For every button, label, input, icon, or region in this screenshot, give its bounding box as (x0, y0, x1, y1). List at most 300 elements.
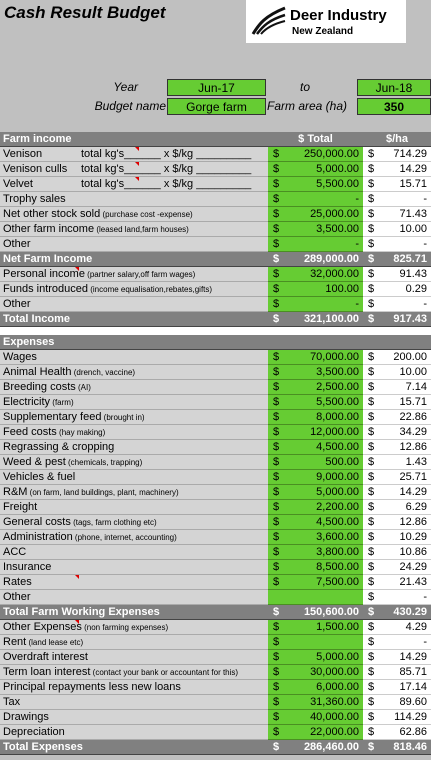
comment-flag-icon (75, 575, 79, 579)
currency-symbol: $ (273, 726, 280, 738)
per-ha-value: 10.00 (399, 223, 427, 235)
currency-symbol: $ (273, 208, 280, 220)
page-title: Cash Result Budget (4, 3, 166, 22)
per-ha-cell (363, 222, 431, 237)
total-cell[interactable] (268, 222, 363, 237)
row-label: Other (3, 591, 31, 603)
currency-symbol: $ (368, 456, 375, 468)
row-label-cell (0, 237, 268, 252)
currency-symbol: $ (368, 471, 375, 483)
currency-symbol: $ (368, 426, 375, 438)
per-ha-value: 62.86 (399, 726, 427, 738)
table-row (0, 455, 431, 470)
currency-symbol: $ (273, 411, 280, 423)
total-value: 22,000.00 (310, 726, 359, 738)
currency-symbol: $ (368, 298, 375, 310)
table-row (0, 515, 431, 530)
total-cell[interactable] (268, 695, 363, 710)
per-ha-cell (363, 282, 431, 297)
row-label: Weed & pest (3, 456, 66, 468)
row-label-cell (0, 515, 268, 530)
row-label-cell (0, 267, 268, 282)
farm-area-cell[interactable]: 350 (357, 98, 431, 115)
row-label-cell (0, 395, 268, 410)
total-cell[interactable] (268, 395, 363, 410)
total-cell (268, 132, 363, 147)
currency-symbol: $ (273, 366, 280, 378)
row-label-cell (0, 665, 268, 680)
total-cell[interactable] (268, 575, 363, 590)
per-ha-cell (363, 237, 431, 252)
per-ha-value: - (423, 298, 427, 310)
row-label: Total Income (3, 313, 71, 325)
per-ha-cell (363, 485, 431, 500)
currency-symbol: $ (368, 561, 375, 573)
per-ha-value: 14.29 (399, 486, 427, 498)
row-label-cell (0, 605, 268, 620)
per-ha-value: 91.43 (399, 268, 427, 280)
currency-symbol: $ (368, 651, 375, 663)
total-cell[interactable] (268, 410, 363, 425)
per-ha-cell (363, 297, 431, 312)
table-row (0, 395, 431, 410)
total-value: 500.00 (325, 456, 359, 468)
currency-symbol: $ (273, 546, 280, 558)
row-note: (brought in) (101, 413, 145, 422)
total-cell[interactable] (268, 365, 363, 380)
row-label-cell (0, 282, 268, 297)
currency-symbol: $ (273, 381, 280, 393)
table-row (0, 237, 431, 252)
total-value: 5,500.00 (316, 396, 359, 408)
total-value: 31,360.00 (310, 696, 359, 708)
per-ha-cell (363, 395, 431, 410)
column-header-total: $ Total (298, 133, 333, 145)
total-cell[interactable] (268, 725, 363, 740)
row-label-cell (0, 162, 268, 177)
total-cell[interactable] (268, 162, 363, 177)
currency-symbol: $ (368, 178, 375, 190)
table-row (0, 665, 431, 680)
table-row (0, 530, 431, 545)
table-row (0, 575, 431, 590)
table-row (0, 650, 431, 665)
total-value: 9,000.00 (316, 471, 359, 483)
row-label-cell (0, 252, 268, 267)
per-ha-value: 200.00 (393, 351, 427, 363)
spacer-cell (268, 327, 363, 335)
row-label-cell (0, 650, 268, 665)
currency-symbol: $ (368, 576, 375, 588)
row-label-cell (0, 350, 268, 365)
row-label: Rent (3, 636, 27, 648)
year-label: Year (113, 80, 138, 94)
row-note: (purchase cost -expense) (100, 210, 193, 219)
total-value: 289,000.00 (303, 253, 359, 265)
currency-symbol: $ (273, 501, 280, 513)
total-value: 3,600.00 (316, 531, 359, 543)
row-label-cell (0, 365, 268, 380)
total-value: 4,500.00 (316, 516, 359, 528)
row-label: Funds introduced (3, 283, 88, 295)
currency-symbol: $ (368, 621, 375, 633)
per-ha-value: 818.46 (393, 741, 427, 753)
per-ha-value: 14.29 (399, 651, 427, 663)
row-sublabel: total kg's______ x $/kg _________ (81, 163, 252, 175)
row-label: Velvet (3, 178, 33, 190)
per-ha-value: - (423, 238, 427, 250)
currency-symbol: $ (368, 636, 375, 648)
currency-symbol: $ (273, 456, 280, 468)
row-label: Overdraft interest (3, 651, 88, 663)
per-ha-cell (363, 530, 431, 545)
currency-symbol: $ (273, 531, 280, 543)
spacer-cell (363, 327, 431, 335)
logo-line2: New Zealand (292, 26, 354, 37)
total-value: 5,000.00 (316, 486, 359, 498)
currency-symbol: $ (273, 238, 280, 250)
currency-symbol: $ (368, 313, 375, 325)
total-cell[interactable] (268, 350, 363, 365)
per-ha-value: 1.43 (405, 456, 427, 468)
row-note: (phone, internet, accounting) (72, 533, 177, 542)
per-ha-value: 430.29 (393, 606, 427, 618)
row-label: Term loan interest (3, 666, 91, 678)
row-label: Net Farm Income (3, 253, 93, 265)
total-value: 100.00 (325, 283, 359, 295)
row-note: (partner salary,off farm wages) (84, 270, 196, 279)
per-ha-cell (363, 545, 431, 560)
total-value: 32,000.00 (310, 268, 359, 280)
total-cell[interactable] (268, 635, 363, 650)
currency-symbol: $ (368, 396, 375, 408)
table-row (0, 485, 431, 500)
row-label: Principal repayments less new loans (3, 681, 181, 693)
row-note: (on farm, land buildings, plant, machinery) (27, 488, 179, 497)
table-row (0, 440, 431, 455)
table-row (0, 545, 431, 560)
per-ha-cell (363, 177, 431, 192)
per-ha-value: 89.60 (399, 696, 427, 708)
row-label-cell (0, 222, 268, 237)
total-value: 4,500.00 (316, 441, 359, 453)
total-value: 286,460.00 (303, 741, 359, 753)
total-cell[interactable] (268, 545, 363, 560)
per-ha-cell (363, 605, 431, 620)
currency-symbol: $ (368, 516, 375, 528)
currency-symbol: $ (273, 681, 280, 693)
currency-symbol: $ (368, 238, 375, 250)
table-row (0, 380, 431, 395)
row-label: Trophy sales (3, 193, 66, 205)
currency-symbol: $ (368, 381, 375, 393)
to-label: to (299, 80, 310, 94)
per-ha-cell (363, 680, 431, 695)
per-ha-value: 10.00 (399, 366, 427, 378)
per-ha-cell (363, 162, 431, 177)
currency-symbol: $ (368, 741, 375, 753)
table-row (0, 425, 431, 440)
table-row (0, 470, 431, 485)
row-note: (chemicals, trapping) (65, 458, 143, 467)
deer-industry-logo (246, 0, 406, 43)
budget-table (0, 132, 431, 755)
year-end-cell[interactable]: Jun-18 (357, 79, 431, 96)
currency-symbol: $ (368, 253, 375, 265)
currency-symbol: $ (368, 486, 375, 498)
table-row (0, 560, 431, 575)
total-cell[interactable] (268, 237, 363, 252)
per-ha-cell (363, 207, 431, 222)
row-label-cell (0, 740, 268, 755)
per-ha-cell (363, 635, 431, 650)
currency-symbol: $ (273, 148, 280, 160)
currency-symbol: $ (273, 268, 280, 280)
total-cell[interactable] (268, 680, 363, 695)
total-cell[interactable] (268, 620, 363, 635)
total-cell[interactable] (268, 147, 363, 162)
per-ha-cell (363, 147, 431, 162)
row-label: Total Expenses (3, 741, 83, 753)
total-cell[interactable] (268, 440, 363, 455)
currency-symbol: $ (368, 366, 375, 378)
total-cell[interactable] (268, 560, 363, 575)
total-value: 3,800.00 (316, 546, 359, 558)
per-ha-value: 917.43 (393, 313, 427, 325)
table-row (0, 605, 431, 620)
antler-logo-icon (251, 6, 287, 36)
row-label: Feed costs (3, 426, 57, 438)
table-row (0, 177, 431, 192)
total-cell[interactable] (268, 515, 363, 530)
per-ha-value: 15.71 (399, 178, 427, 190)
table-row (0, 222, 431, 237)
currency-symbol: $ (273, 163, 280, 175)
total-value: 30,000.00 (310, 666, 359, 678)
table-row (0, 695, 431, 710)
comment-flag-icon (75, 267, 79, 271)
per-ha-cell (363, 650, 431, 665)
per-ha-cell (363, 740, 431, 755)
total-value: 5,500.00 (316, 178, 359, 190)
currency-symbol: $ (273, 516, 280, 528)
per-ha-value: 10.29 (399, 531, 427, 543)
table-row (0, 297, 431, 312)
per-ha-value: - (423, 193, 427, 205)
table-row (0, 500, 431, 515)
row-label-cell (0, 725, 268, 740)
row-label-cell (0, 335, 268, 350)
currency-symbol: $ (368, 591, 375, 603)
total-cell[interactable] (268, 530, 363, 545)
currency-symbol: $ (368, 223, 375, 235)
table-row (0, 312, 431, 327)
currency-symbol: $ (368, 148, 375, 160)
per-ha-value: 22.86 (399, 411, 427, 423)
table-row (0, 710, 431, 725)
row-label: R&M (3, 486, 28, 498)
row-label: Venison (3, 148, 43, 160)
table-row (0, 192, 431, 207)
year-start-cell[interactable]: Jun-17 (167, 79, 266, 96)
total-cell[interactable] (268, 710, 363, 725)
row-label-cell (0, 312, 268, 327)
per-ha-cell (363, 267, 431, 282)
total-cell[interactable] (268, 650, 363, 665)
row-label: Other farm income (3, 223, 95, 235)
budget-name-label: Budget name (94, 99, 166, 113)
row-label: General costs (3, 516, 71, 528)
per-ha-value: 6.29 (405, 501, 427, 513)
total-cell[interactable] (268, 192, 363, 207)
per-ha-value: 12.86 (399, 516, 427, 528)
currency-symbol: $ (368, 411, 375, 423)
currency-symbol: $ (273, 441, 280, 453)
total-cell[interactable] (268, 455, 363, 470)
row-label-cell (0, 177, 268, 192)
total-value: 8,000.00 (316, 411, 359, 423)
currency-symbol: $ (273, 396, 280, 408)
per-ha-value: 24.29 (399, 561, 427, 573)
row-label: Personal income (3, 268, 85, 280)
table-row (0, 282, 431, 297)
currency-symbol: $ (368, 666, 375, 678)
row-note: (contact your bank or accountant for this) (90, 668, 239, 677)
row-note: (income equalisation,rebates,gifts) (88, 285, 213, 294)
total-value: 150,600.00 (303, 606, 359, 618)
currency-symbol: $ (368, 441, 375, 453)
per-ha-cell (363, 695, 431, 710)
row-label: Regrassing & cropping (3, 441, 115, 453)
per-ha-cell (363, 710, 431, 725)
currency-symbol: $ (273, 223, 280, 235)
per-ha-value: 25.71 (399, 471, 427, 483)
total-cell (268, 740, 363, 755)
row-label-cell (0, 455, 268, 470)
row-label-cell (0, 380, 268, 395)
total-value: - (355, 193, 359, 205)
currency-symbol: $ (273, 283, 280, 295)
row-label: Depreciation (3, 726, 65, 738)
per-ha-value: 14.29 (399, 163, 427, 175)
per-ha-value: 17.14 (399, 681, 427, 693)
per-ha-cell (363, 665, 431, 680)
currency-symbol: $ (368, 711, 375, 723)
row-label: Other (3, 238, 31, 250)
row-label: ACC (3, 546, 27, 558)
table-row (0, 207, 431, 222)
row-label: Administration (3, 531, 73, 543)
total-cell[interactable] (268, 282, 363, 297)
per-ha-value: 7.14 (405, 381, 427, 393)
total-value: 40,000.00 (310, 711, 359, 723)
table-row (0, 410, 431, 425)
row-label-cell (0, 560, 268, 575)
total-value: 70,000.00 (310, 351, 359, 363)
per-ha-cell (363, 470, 431, 485)
total-cell[interactable] (268, 267, 363, 282)
per-ha-value: 71.43 (399, 208, 427, 220)
total-cell[interactable] (268, 470, 363, 485)
row-label: Animal Health (3, 366, 72, 378)
total-value: 3,500.00 (316, 223, 359, 235)
row-note: (non farming expenses) (81, 623, 169, 632)
table-row (0, 680, 431, 695)
comment-flag-icon (135, 162, 139, 166)
comment-flag-icon (135, 177, 139, 181)
currency-symbol: $ (368, 501, 375, 513)
currency-symbol: $ (368, 351, 375, 363)
table-row (0, 132, 431, 147)
row-label-cell (0, 530, 268, 545)
total-cell (268, 335, 363, 350)
row-label: Total Farm Working Expenses (3, 606, 160, 618)
total-cell[interactable] (268, 500, 363, 515)
currency-symbol: $ (368, 696, 375, 708)
row-label-cell (0, 635, 268, 650)
currency-symbol: $ (273, 636, 280, 648)
total-cell[interactable] (268, 380, 363, 395)
per-ha-cell (363, 350, 431, 365)
row-label-cell (0, 207, 268, 222)
row-label: Freight (3, 501, 38, 513)
total-cell[interactable] (268, 297, 363, 312)
comment-flag-icon (75, 620, 79, 624)
per-ha-cell (363, 335, 431, 350)
table-row (0, 335, 431, 350)
row-label: Rates (3, 576, 32, 588)
per-ha-value: 0.29 (405, 283, 427, 295)
row-label: Net other stock sold (3, 208, 101, 220)
total-cell[interactable] (268, 590, 363, 605)
row-label-cell (0, 545, 268, 560)
table-row (0, 635, 431, 650)
currency-symbol: $ (368, 283, 375, 295)
row-note: (hay making) (56, 428, 106, 437)
total-cell[interactable] (268, 665, 363, 680)
row-label: Other (3, 298, 31, 310)
total-cell[interactable] (268, 207, 363, 222)
row-label-cell (0, 500, 268, 515)
per-ha-cell (363, 132, 431, 147)
per-ha-value: 15.71 (399, 396, 427, 408)
budget-name-cell[interactable]: Gorge farm (167, 98, 266, 115)
currency-symbol: $ (368, 193, 375, 205)
total-value: 7,500.00 (316, 576, 359, 588)
total-cell[interactable] (268, 485, 363, 500)
total-value: 2,200.00 (316, 501, 359, 513)
per-ha-value: 21.43 (399, 576, 427, 588)
currency-symbol: $ (273, 561, 280, 573)
per-ha-value: 10.86 (399, 546, 427, 558)
per-ha-value: 12.86 (399, 441, 427, 453)
per-ha-cell (363, 500, 431, 515)
total-cell[interactable] (268, 177, 363, 192)
total-cell (268, 605, 363, 620)
per-ha-cell (363, 515, 431, 530)
total-value: 1,500.00 (316, 621, 359, 633)
total-value: 321,100.00 (303, 313, 359, 325)
row-label: Venison culls (3, 163, 68, 175)
row-label-cell (0, 695, 268, 710)
total-cell[interactable] (268, 425, 363, 440)
row-note: (leased land,farm houses) (94, 225, 189, 234)
per-ha-value: 825.71 (393, 253, 427, 265)
per-ha-value: 34.29 (399, 426, 427, 438)
row-label-cell (0, 590, 268, 605)
row-label-cell (0, 485, 268, 500)
table-row (0, 740, 431, 755)
